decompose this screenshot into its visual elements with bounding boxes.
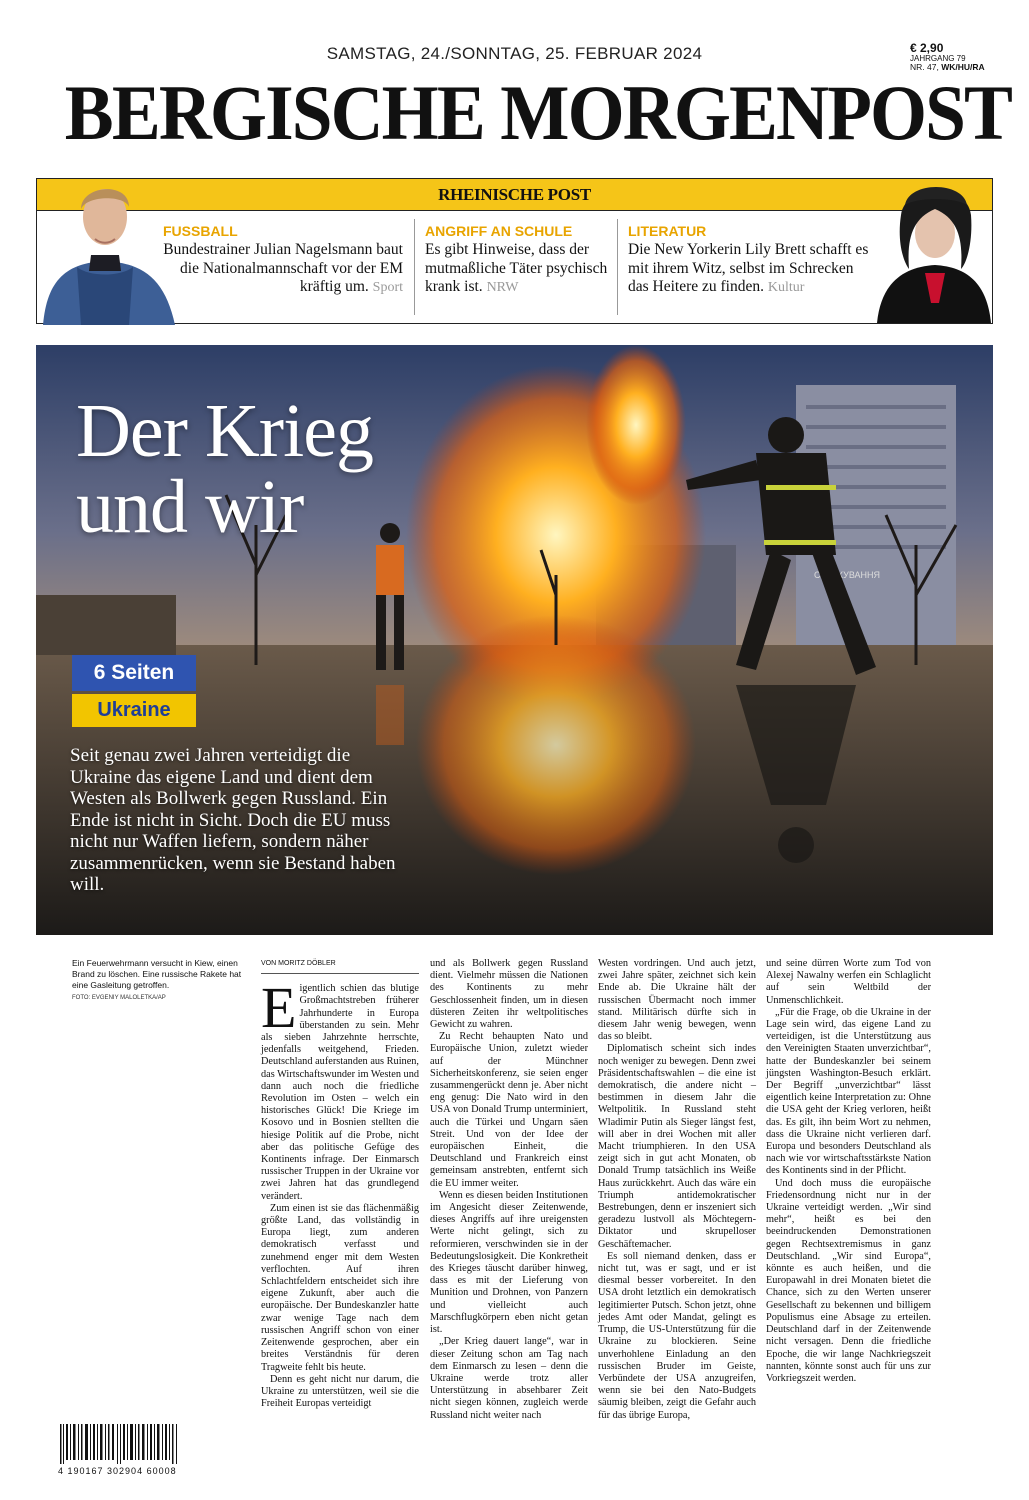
topic-badge[interactable]: Ukraine [72,694,196,727]
issue-prefix: NR. 47, [910,61,942,72]
teaser-kicker: FUSSBALL [163,223,238,239]
price-box [910,42,1010,72]
article-paragraph: Wenn es diesen beiden Institutionen im Angesicht dieser Zeitenwende, dieses Angriffs auf ihre ureigensten Werte nicht gelingt, sich zu reformieren, verschwinden sie in der Bedeutungslosigkeit. Die Konkretheit des Krieges täuscht darüber hinweg, dass es mit der Lieferung von Munition und Drohnen, von Panzern und vielleicht auch Marschflugkörpern eben nicht getan ist. [430,1189,588,1336]
headline-line-1: Der Krieg [76,389,373,473]
headline [76,389,373,549]
hero-photo [36,345,993,935]
teaser-text [628,241,873,298]
article-paragraph: Denn es geht nicht nur darum, die Ukraine zu unterstützen, weil sie die Freiheit Europas verteidigt [261,1373,419,1410]
issue-date: SAMSTAG, 24./SONNTAG, 25. FEBRUAR 2024 [326,44,703,63]
teaser-divider [414,219,415,315]
article-column-2 [430,958,588,1422]
section-tag: Sport [372,280,403,295]
article-paragraph: Westen vordringen. Und auch jetzt, zwei Jahre später, zeichnet sich kein Ende ab. Die Ukraine hält der russischen Übermacht noch immer stand. Militärisch dürfte sich in diesem Jahr wenig bewegen, wenn das so bleibt. [598,958,756,1043]
article-paragraph [261,975,419,1203]
article-paragraph: „Für die Frage, ob die Ukraine in der Lage sein wird, das eigene Land zu verteidigen, ist die Unterstützung aus den Vereinigten Staaten unverzichtbar“, hatte der Bundeskanzler bei seinem jüngsten Washington-Besuch erklärt. Der Begriff „unverzichtbar“ lässt eigentlich keine Interpretation zu: Ohne die USA geht der Krieg verloren, heißt das. Es gilt, ihn beim Wort zu nehmen, dass die Ukraine nicht verlieren darf. Europa und besonders Deutschland als nach wie vor wirtschaftsstärkste Nation des Kontinents sind in der Pflicht. [766,1006,931,1177]
hero-lead: Seit genau zwei Jahren verteidigt die Ukraine das eigene Land und dient dem Westen als Bollwerk gegen Russland. Ein Ende ist nicht in Sicht. Doch die EU muss nicht nur Waffen liefern, sondern näher zusammenrücken, wenn sie Bestand haben will. [70,745,396,895]
dropcap: E [261,975,297,1041]
caption-text: Ein Feuerwehrmann versucht in Kiew, einen Brand zu löschen. Eine russische Rakete hat eine Gasleitung getroffen. [72,958,242,990]
teaser-body: Bundestrainer Julian Nagelsmann baut die Nationalmannschaft vor der EM kräftig um. [163,241,403,295]
volume: JAHRGANG 79 [910,53,966,63]
article-paragraph: und seine dürren Worte zum Tod von Alexej Nawalny werfen ein Schlaglicht auf sein Weltbild der Unmenschlichkeit. [766,958,931,1006]
barcode-number: 4 190167 302904 60008 [58,1466,177,1476]
teaser-kicker: ANGRIFF AN SCHULE [425,223,573,239]
shop-sign: СТРАХУВАННЯ [814,570,881,580]
headline-line-2: und wir [76,465,304,549]
teaser-text [425,241,615,298]
teaser-box [36,178,993,324]
section-tag: Kultur [767,280,805,295]
article-column-3 [598,958,756,1422]
teaser-bar-label: RHEINISCHE POST [37,179,992,211]
article-paragraph: Es soll niemand denken, dass er nicht tut, was er sagt, und er ist diesmal besser vorbereitet. In den USA droht letztlich ein demokratisch legitimierter Putsch. Schon jetzt, ohne jedes Amt oder Mandat, gelingt es Trump, die US-Unterstützung für die Ukraine zu blockieren. Seine unverhohlene Einladung an den russischen Bruder im Geiste, Verbündete der USA anzugreifen, wenn sie bei den Nato-Budgets säumig bleiben, zeigt die Gefahr auch für das übrige Europa, [598,1250,756,1421]
price: € 2,90 [910,41,944,55]
teaser-kicker: LITERATUR [628,223,707,239]
portrait-nagelsmann [37,167,177,325]
teaser-kultur[interactable] [628,223,873,298]
pages-badge[interactable]: 6 Seiten [72,655,196,691]
article-column-4 [766,958,931,1385]
teaser-nrw[interactable] [425,223,615,298]
barcode [60,1424,180,1464]
teaser-text [163,241,403,298]
teaser-sport[interactable] [163,223,403,298]
portrait-lily-brett [875,175,993,323]
article-paragraph: Diplomatisch scheint sich indes noch weniger zu bewegen. Denn zwei Präsidentschaftswahlen – die eine ist demokratisch, die andere nicht – bestimmen in diesem Jahr die Weltpolitik. In Russland steht Wladimir Putin als Sieger längst fest, will aber in drei Wochen mit aller Macht triumphieren. In den USA zeigt sich in gut acht Monaten, ob Donald Trump tatsächlich ins Weiße Haus zurückkehrt. Auch das wäre ein Triumph antidemokratischer Bestrebungen, denn er inszeniert sich geradezu lustvoll als Möchtegern-Diktator und skrupelloser Geschäftemacher. [598,1043,756,1250]
byline: VON MORITZ DÖBLER [261,958,419,974]
teaser-body: Die New Yorkerin Lily Brett schafft es mit ihrem Witz, selbst im Schrecken das Heitere zu finden. [628,241,869,295]
issue-editions: WK/HU/RA [941,61,985,72]
teaser-divider [617,219,618,315]
photo-caption [72,958,242,1004]
article-paragraph: „Der Krieg dauert lange“, war in dieser Zeitung schon am Tag nach dem Einmarsch zu lesen – denn die Ukraine werde trotz aller Unterstützung in absehbarer Zeit nicht siegen können, zugleich werde Russland nicht weiter nach [430,1336,588,1421]
teaser-body: Es gibt Hinweise, dass der mutmaßliche Täter psychisch krank ist. [425,241,608,295]
section-tag: NRW [486,280,519,295]
article-paragraph: Und doch muss die europäische Friedensordnung nicht nur in der Ukraine verteidigt werden. „Wir sind mehr“, heißt es bei den beeindruckenden Demonstrationen gegen Rechtsextremismus in ganz Deutschland. „Wir sind Europa“, könnte es auch heißen, und die Europawahl in drei Monaten bietet die Chance, sich zu den Werten unserer Gesellschaft zu bekennen und billigem Populismus eine Absage zu erteilen. Deutschland darf in der Zeitenwende nicht versagen. Denn die friedliche Epoche, die wir lange Nachkriegszeit nannten, könnte sonst auch für uns zur Vorkriegszeit werden. [766,1177,931,1384]
article-paragraph: Zu Recht behaupten Nato und Europäische Union, zuletzt wieder auf der Münchner Sicherheitskonferenz, sie seien enger zusammengerückt denn je. Aber nicht eng genug: Die Nato wird in den USA von Donald Trump unterminiert, auch die Türkei und Ungarn säen Streit. Und von der Idee der europäischen Einheit, die Deutschland und Frankreich einst gemeinsam anstrebten, entfernt sich die EU immer weiter. [430,1031,588,1189]
photo-credit: FOTO: EVGENIY MALOLETKA/AP [72,995,166,1001]
article-paragraph: und als Bollwerk gegen Russland dient. Vielmehr müssen die Nationen des Kontinents zu mehr Geschlossenheit finden, um in diesen düsteren Zeiten ihr weltpolitisches Gewicht zu wahren. [430,958,588,1031]
masthead: BERGISCHE MORGENPOST [64,69,1012,156]
article-column-1 [261,958,419,1410]
article-paragraph: Zum einen ist sie das flächenmäßig größte Land, das vollständig in Europa liegt, zum anderen demokratisch verfasst und zunehmend enger mit dem Westen verflochten. Auf ihren Schlachtfeldern entscheidet sich ihre eigene Zukunft, aber auch die europäische. Der Bundeskanzler hatte zwar wenige Tage nach dem russischen Angriff schon von einer Zeitenwende gesprochen, aber ein breites Verständnis für deren Tragweite fehlt bis heute. [261,1202,419,1373]
paragraph-text: igentlich schien das blutige Großmachtstreben früherer Jahrhunderte in Europa überstanden zu sein. Mehr als sieben Jahrzehnte herrschte, jedenfalls weitgehend, Frieden. Deutschland auferstanden aus Ruinen, das Wirtschaftswunder im Westen und dann auch noch die friedliche Revolution im Osten – welch ein historisches Glück! Die Kriege im Kosovo und in Bosnien stellten die hiesige Politik auf die Probe, nicht aber das politische Gefüge des Kontinents infrage. Der Einmarsch russischer Truppen in der Ukraine vor zwei Jahren hat das grundlegend verändert. [261,983,419,1202]
